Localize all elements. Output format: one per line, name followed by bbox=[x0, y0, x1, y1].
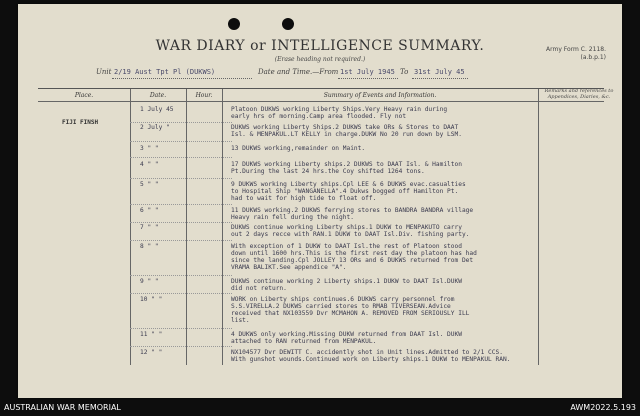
row-date: 8 " " bbox=[140, 243, 159, 250]
row-rule bbox=[130, 222, 232, 223]
row-date: 10 " " bbox=[140, 296, 163, 303]
place-entry: FIJI FINSH bbox=[62, 119, 99, 126]
row-summary: 9 DUKWS working Liberty ships.Cpl LEE & 6 DUKWS evac.casualties to Hospital Ship "WANGANELLA".4 Dukws bogged off Hamilton Pt. had to wait for high tide to float off. bbox=[231, 181, 466, 202]
col-header-hour: Hour. bbox=[195, 92, 213, 99]
row-date: 11 " " bbox=[140, 331, 163, 338]
punch-hole bbox=[228, 18, 240, 30]
row-date: 5 " " bbox=[140, 181, 159, 188]
diary-table bbox=[38, 88, 604, 365]
row-summary: Platoon DUKWS working Liberty Ships.Very Heavy rain during early hrs of morning.Camp area flooded. Fly not bbox=[231, 106, 448, 120]
column-divider bbox=[186, 89, 187, 365]
col-header-place: Place. bbox=[74, 92, 94, 99]
row-summary: With exception of 1 DUKW to DAAT Isl.the rest of Platoon stood down until 1600 hrs.This is the first rest day the platoon has had since the landing.Cpl JOLLEY 13 ORs and 6 DUKWS returned from Det VRAMA BALIKT.See appendice "A". bbox=[231, 243, 477, 271]
date-label: Date and Time.—From bbox=[258, 68, 339, 76]
row-rule bbox=[130, 122, 232, 123]
credit-left: AUSTRALIAN WAR MEMORIAL bbox=[4, 403, 121, 412]
column-divider bbox=[538, 89, 539, 365]
date-from-underline bbox=[338, 78, 398, 79]
row-rule bbox=[130, 240, 232, 241]
row-summary: 11 DUKWS working.2 DUKWS ferrying stores to BANDRA BANDRA village Heavy rain fell during the night. bbox=[231, 207, 474, 221]
row-date: 6 " " bbox=[140, 207, 159, 214]
page-subtitle: (Erase heading not required.) bbox=[274, 56, 366, 63]
row-summary: 13 DUKWS working,remainder on Maint. bbox=[231, 145, 366, 152]
column-divider bbox=[130, 89, 131, 365]
row-date: 1 July 45 bbox=[140, 106, 174, 113]
unit-label: Unit bbox=[96, 68, 112, 76]
diary-page bbox=[18, 4, 622, 398]
row-summary: NX104577 Dvr DEWITT C. accidently shot in Unit lines.Admitted to 2/1 CCS. With gunshot wounds.Continued work on Liberty ships.1 DUKW to MENPAKUL RAN. bbox=[231, 349, 511, 363]
row-rule bbox=[130, 328, 232, 329]
row-rule bbox=[130, 275, 232, 276]
page-title: WAR DIARY or INTELLIGENCE SUMMARY. bbox=[155, 38, 485, 54]
unit-value: 2/19 Aust Tpt Pl (DUKWS) bbox=[114, 68, 216, 76]
row-rule bbox=[130, 204, 232, 205]
date-to-underline bbox=[412, 78, 468, 79]
row-summary: 17 DUKWS working Liberty ships.2 DUKWS to DAAT Isl. & Hamilton Pt.During the last 24 hrs.the Coy shifted 1264 tons. bbox=[231, 161, 462, 175]
date-from: 1st July 1945 bbox=[340, 68, 395, 76]
punch-hole bbox=[282, 18, 294, 30]
row-date: 4 " " bbox=[140, 161, 159, 168]
row-rule bbox=[130, 178, 232, 179]
header-rule bbox=[38, 101, 604, 102]
form-ref-sub: (a.b.p.1) bbox=[580, 54, 606, 61]
row-summary: 4 DUKWS only working.Missing DUKW returned from DAAT Isl. DUKW attached to RAN returned from MENPAKUL. bbox=[231, 331, 462, 345]
form-ref-label: Army Form C. 2118. bbox=[546, 46, 606, 53]
col-header-date: Date. bbox=[149, 92, 167, 99]
row-rule bbox=[130, 141, 232, 142]
row-date: 2 July " bbox=[140, 124, 170, 131]
credit-strip bbox=[0, 400, 640, 416]
remarks-header: Remarks and references to Appendices, Diaries, &c. bbox=[544, 88, 614, 100]
row-summary: WORK on Liberty ships continues.6 DUKWS carry personnel from S.S.VIRELLA.2 DUKWS carried stores to RMAB TIVERSEAN.Advice received that NX103559 Dvr MCMAHON A. REMOVED FROM SERIOUSLY ILL list. bbox=[231, 296, 470, 324]
row-date: 3 " " bbox=[140, 145, 159, 152]
column-divider bbox=[222, 89, 223, 365]
unit-underline bbox=[112, 78, 252, 79]
credit-right: AWM2022.5.193 bbox=[570, 403, 636, 412]
row-date: 9 " " bbox=[140, 278, 159, 285]
form-reference bbox=[546, 46, 606, 62]
date-to: 31st July 45 bbox=[414, 68, 465, 76]
row-summary: DUKWS working Liberty Ships.2 DUKWS take ORs & Stores to DAAT Isl. & MENPAKUL.LT KELLY in charge.DUKW No 20 run down by LSM. bbox=[231, 124, 462, 138]
row-date: 7 " " bbox=[140, 224, 159, 231]
row-rule bbox=[130, 157, 232, 158]
row-rule bbox=[130, 346, 232, 347]
row-summary: DUKWS continue working Liberty ships.1 DUKW to MENPAKUTO carry out 2 days recce with RAN.1 DUKW to DAAT Isl.Div. fishing party. bbox=[231, 224, 470, 238]
row-summary: DUKWS continue working 2 Liberty ships.1 DUKW to DAAT Isl.DUKW did not return. bbox=[231, 278, 462, 292]
col-header-summary: Summary of Events and Information. bbox=[323, 92, 437, 99]
row-rule bbox=[130, 293, 232, 294]
row-date: 12 " " bbox=[140, 349, 163, 356]
date-to-label: To bbox=[400, 68, 409, 76]
